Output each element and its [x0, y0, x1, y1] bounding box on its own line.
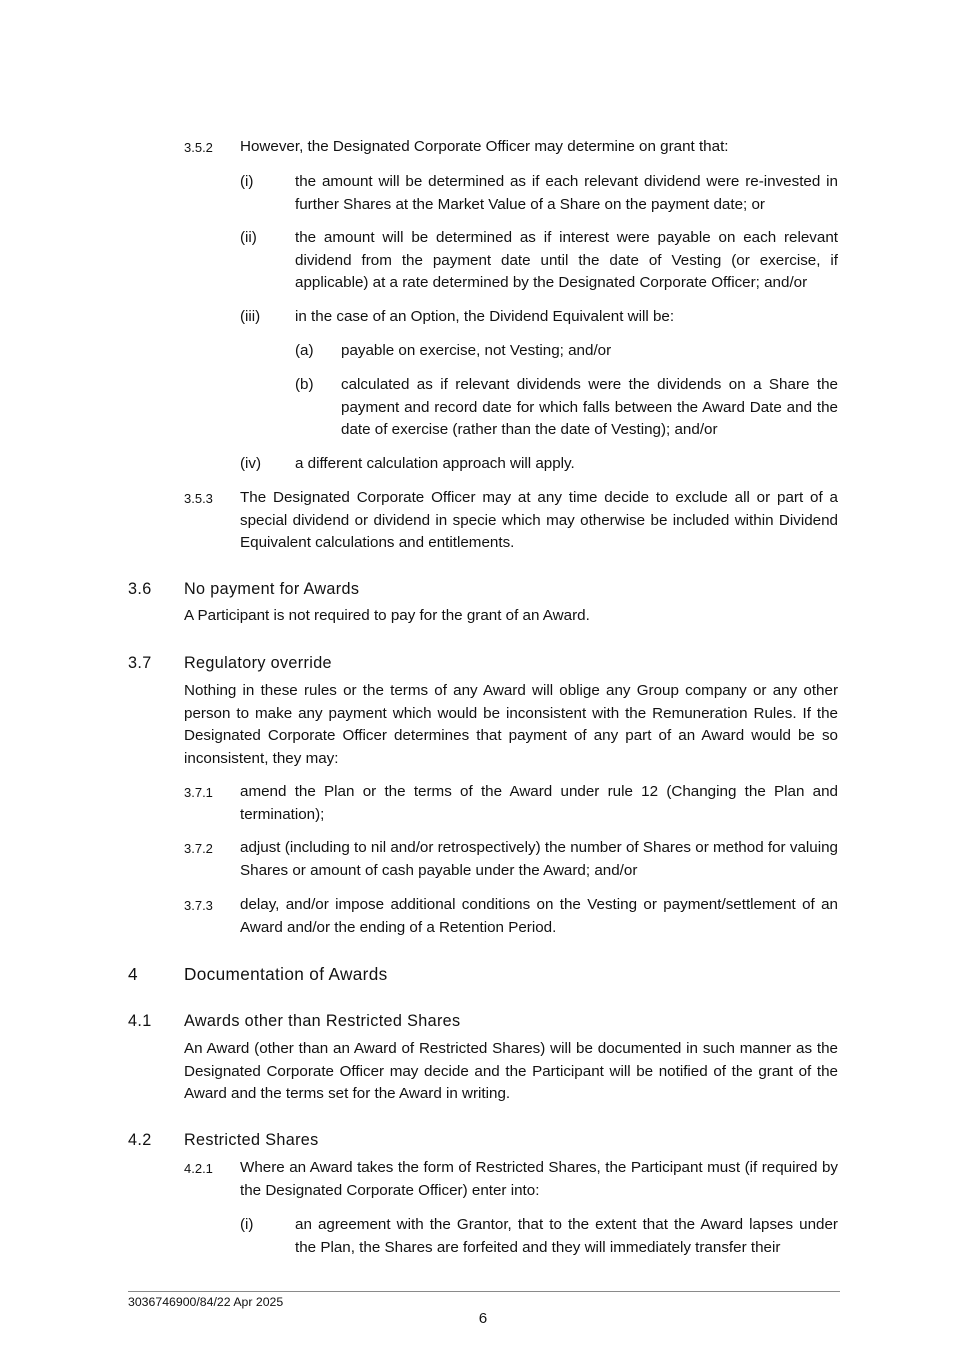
clause-text-3-7-2: adjust (including to nil and/or retrospectively) the number of Shares or method for valuing Shares or amount of cash payable under the Award; and/or: [240, 839, 838, 879]
clause-number-3-5-2: 3.5.2: [184, 140, 213, 155]
item-text-b: calculated as if relevant dividends were the dividends on a Share the payment and record date for which falls between the Award Date and the date of exercise (rather than the date of Vesting); and/or: [341, 376, 838, 438]
clause-number-3-7-1: 3.7.1: [184, 785, 213, 800]
section-title-4-2: Restricted Shares: [184, 1131, 319, 1149]
item-label-i: (i): [240, 173, 254, 190]
section-title-3-6: No payment for Awards: [184, 580, 360, 598]
clause-text-3-7-1: amend the Plan or the terms of the Award under rule 12 (Changing the Plan and termination);: [240, 783, 838, 823]
section-title-4: Documentation of Awards: [184, 964, 388, 984]
item-label-a: (a): [295, 342, 314, 359]
section-number-4-2: 4.2: [128, 1131, 152, 1149]
section-number-3-6: 3.6: [128, 580, 152, 598]
clause-text-4-2-1: Where an Award takes the form of Restricted Shares, the Participant must (if required by the Designated Corporate Officer) enter into:: [240, 1159, 838, 1199]
section-title-3-7: Regulatory override: [184, 654, 332, 672]
clause-text-3-5-2: However, the Designated Corporate Officer may determine on grant that:: [240, 138, 729, 155]
section-number-4-1: 4.1: [128, 1012, 152, 1030]
section-body-3-6: A Participant is not required to pay for the grant of an Award.: [184, 607, 590, 624]
item-label-iii: (iii): [240, 308, 261, 325]
clause-text-3-7-3: delay, and/or impose additional conditions on the Vesting or payment/settlement of an Award and/or the ending of a Retention Period.: [240, 896, 838, 936]
item-text-ii: the amount will be determined as if interest were payable on each relevant dividend from the payment date until the date of Vesting (or exercise, if applicable) at a rate determined by the Designated Corporate Officer; and/or: [295, 229, 838, 291]
section-number-3-7: 3.7: [128, 654, 152, 672]
clause-number-4-2-1: 4.2.1: [184, 1161, 213, 1176]
item-label-ii: (ii): [240, 229, 257, 246]
item-label-iv: (iv): [240, 455, 262, 472]
page-number: 6: [478, 1310, 488, 1327]
section-title-4-1: Awards other than Restricted Shares: [184, 1012, 461, 1030]
item-label-b: (b): [295, 376, 314, 393]
footer-divider: [128, 1291, 840, 1292]
item-text-i: the amount will be determined as if each relevant dividend were re-invested in further Shares at the Market Value of a Share on the payment date; or: [295, 173, 838, 213]
section-body-3-7: Nothing in these rules or the terms of any Award will oblige any Group company or any other person to make any payment which would be inconsistent with the Remuneration Rules. If the Designated Corporate Officer determines that payment of any part of an Award would be so inconsistent, they may:: [184, 682, 838, 767]
item-text-a: payable on exercise, not Vesting; and/or: [341, 342, 612, 359]
clause-text-3-5-3: The Designated Corporate Officer may at any time decide to exclude all or part of a special dividend or dividend in specie which may otherwise be included within Dividend Equivalent calculations and entitlements.: [240, 489, 838, 551]
item-text-iii: in the case of an Option, the Dividend Equivalent will be:: [295, 308, 675, 325]
clause-number-3-7-3: 3.7.3: [184, 898, 213, 913]
section-number-4: 4: [128, 964, 138, 984]
clause-number-3-5-3: 3.5.3: [184, 491, 213, 506]
section-body-4-1: An Award (other than an Award of Restricted Shares) will be documented in such manner as the Designated Corporate Officer may decide and the Participant will be notified of the grant of the Award and the terms set for the Award in writing.: [184, 1040, 838, 1102]
item-text-4-2-1-i: an agreement with the Grantor, that to the extent that the Award lapses under the Plan, the Shares are forfeited and they will immediately transfer their: [295, 1216, 838, 1256]
item-label-4-2-1-i: (i): [240, 1216, 254, 1233]
item-text-iv: a different calculation approach will apply.: [295, 455, 575, 472]
clause-number-3-7-2: 3.7.2: [184, 841, 213, 856]
footer-reference: 3036746900/84/22 Apr 2025: [128, 1295, 284, 1309]
